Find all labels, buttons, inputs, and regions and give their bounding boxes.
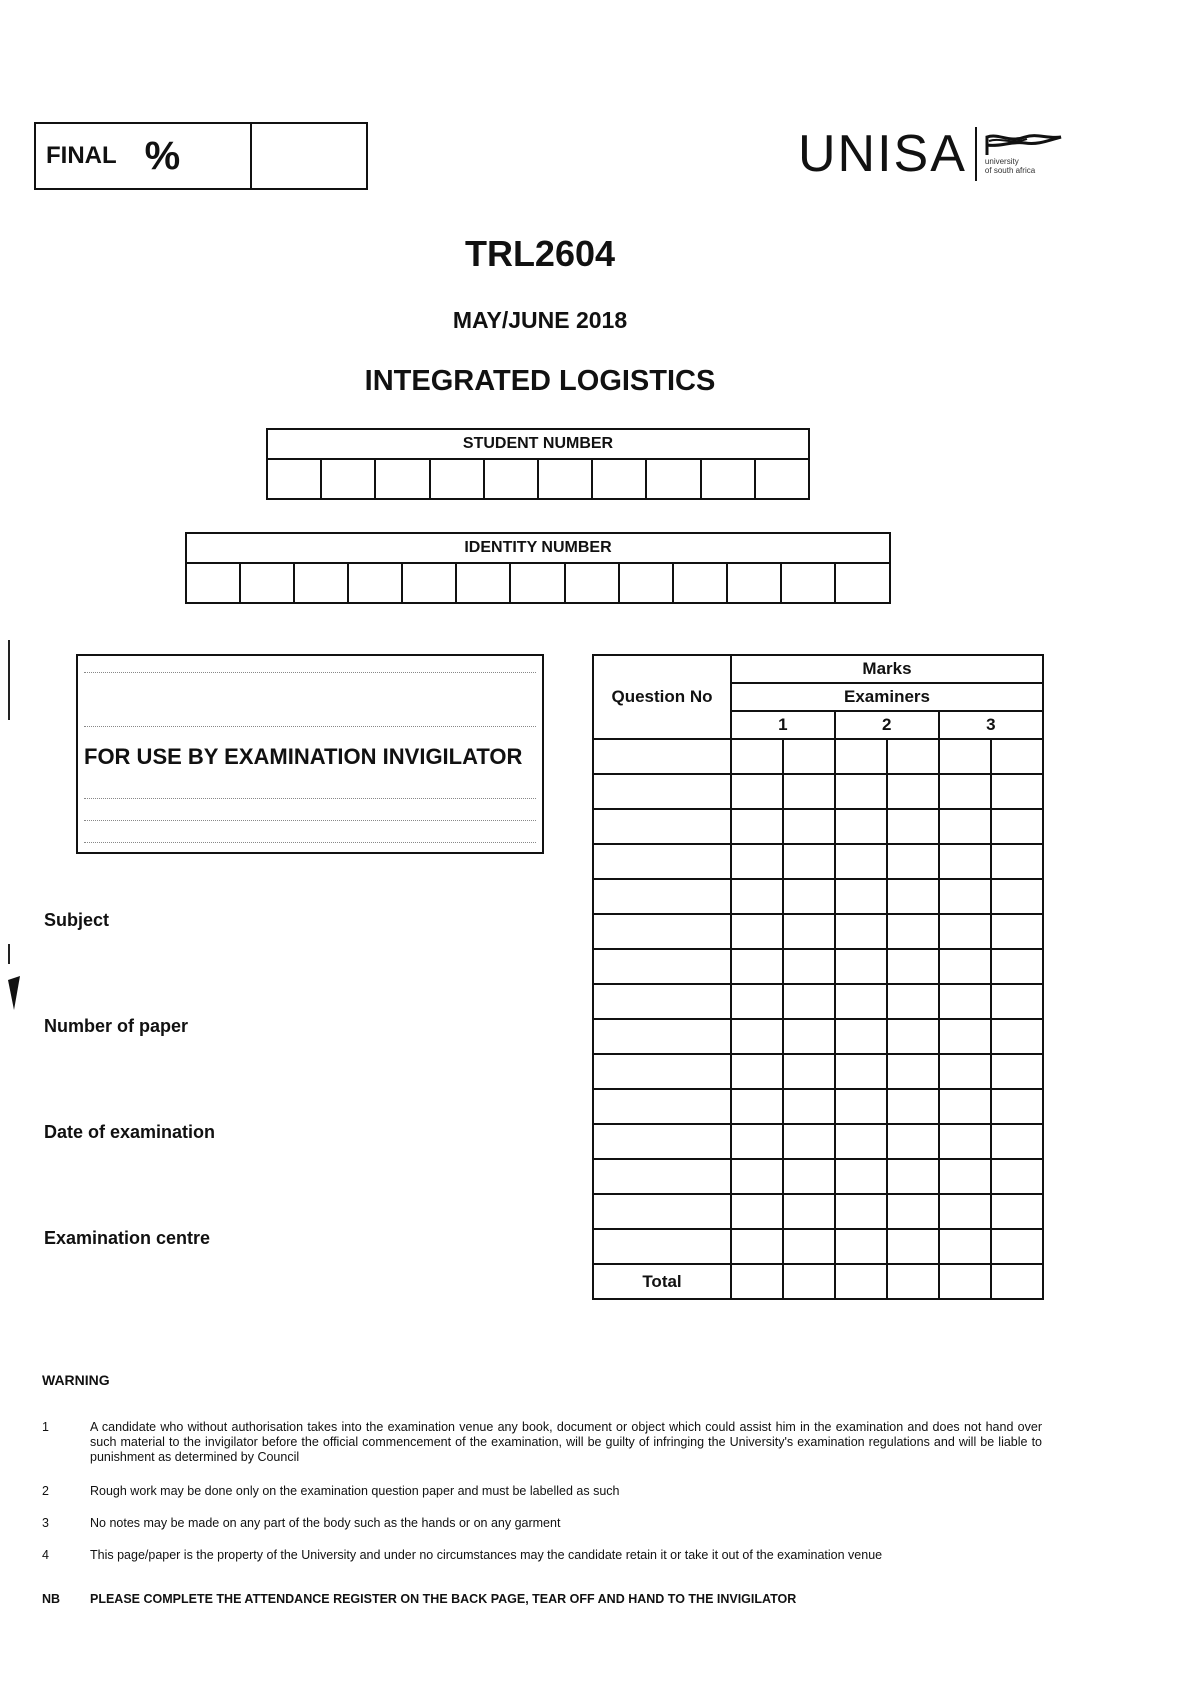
question-number-cell[interactable] (593, 739, 731, 774)
question-number-cell[interactable] (593, 1229, 731, 1264)
examiner-mark-cell[interactable] (939, 879, 991, 914)
examiner-mark-cell[interactable] (783, 879, 835, 914)
question-number-cell[interactable] (593, 809, 731, 844)
examiner-mark-cell[interactable] (887, 1159, 939, 1194)
course-code: TRL2604 (464, 233, 616, 274)
question-no-header: Question No (593, 655, 731, 739)
examiner-mark-cell[interactable] (731, 844, 783, 879)
identity-number-digit[interactable] (673, 563, 727, 603)
examiner-mark-cell[interactable] (991, 1019, 1043, 1054)
examiner-mark-cell[interactable] (783, 844, 835, 879)
examiner-mark-cell[interactable] (939, 1054, 991, 1089)
identity-number-digit[interactable] (510, 563, 564, 603)
question-number-cell[interactable] (593, 984, 731, 1019)
marks-row (593, 809, 1043, 844)
examiner-mark-cell[interactable] (887, 739, 939, 774)
identity-number-digit[interactable] (727, 563, 781, 603)
logo-wordmark: UNISA (798, 125, 967, 183)
examiner-mark-cell[interactable] (731, 1194, 783, 1229)
flag-emblem-icon (985, 133, 1063, 157)
examiner-mark-cell[interactable] (991, 1229, 1043, 1264)
scan-margin-mark (8, 944, 10, 964)
examiner-mark-cell[interactable] (991, 1124, 1043, 1159)
examiner-mark-cell[interactable] (731, 1124, 783, 1159)
question-number-cell[interactable] (593, 914, 731, 949)
identity-number-grid (185, 532, 891, 604)
examiner-mark-cell[interactable] (731, 739, 783, 774)
nb-text: PLEASE COMPLETE THE ATTENDANCE REGISTER ON THE BACK PAGE, TEAR OFF AND HAND TO THE INVIGILATOR (90, 1592, 797, 1606)
examiner-mark-cell[interactable] (783, 914, 835, 949)
final-label-cell (36, 124, 252, 188)
marks-row (593, 914, 1043, 949)
examiner-mark-cell[interactable] (887, 949, 939, 984)
examiner-mark-cell[interactable] (731, 1054, 783, 1089)
examiner-mark-cell[interactable] (835, 949, 887, 984)
examiner-mark-cell[interactable] (991, 949, 1043, 984)
question-number-cell[interactable] (593, 1159, 731, 1194)
scan-noise-line (84, 810, 536, 821)
examiner-mark-cell[interactable] (887, 1229, 939, 1264)
student-number-grid (266, 428, 810, 500)
warning-item-text: No notes may be made on any part of the body such as the hands or on any garment (90, 1516, 561, 1530)
final-mark-cell[interactable] (252, 124, 366, 188)
examiner-mark-cell[interactable] (887, 844, 939, 879)
examiner-mark-cell[interactable] (835, 1124, 887, 1159)
examiner-mark-cell[interactable] (731, 774, 783, 809)
scan-noise-line (84, 788, 536, 799)
examiner-mark-cell[interactable] (991, 1089, 1043, 1124)
marks-row (593, 774, 1043, 809)
examiner-mark-cell[interactable] (991, 1159, 1043, 1194)
examiner-mark-cell[interactable] (991, 809, 1043, 844)
identity-number-digit[interactable] (619, 563, 673, 603)
examiner-mark-cell[interactable] (835, 809, 887, 844)
marks-row (593, 1194, 1043, 1229)
examiner-mark-cell[interactable] (991, 984, 1043, 1019)
identity-number-digit[interactable] (240, 563, 294, 603)
marks-row (593, 1054, 1043, 1089)
student-number-digit[interactable] (375, 459, 429, 499)
examiner-mark-cell[interactable] (731, 1089, 783, 1124)
examiner-mark-cell[interactable] (731, 809, 783, 844)
student-number-digit[interactable] (755, 459, 809, 499)
examiner-mark-cell[interactable] (835, 1159, 887, 1194)
warning-item-number: 2 (42, 1484, 49, 1498)
examiner-mark-cell[interactable] (887, 1054, 939, 1089)
examiner-mark-cell[interactable] (783, 1089, 835, 1124)
examiner-mark-cell[interactable] (939, 1019, 991, 1054)
examiner-mark-cell[interactable] (783, 949, 835, 984)
question-number-cell[interactable] (593, 949, 731, 984)
student-number-digit[interactable] (321, 459, 375, 499)
question-number-cell[interactable] (593, 844, 731, 879)
examiner-mark-cell[interactable] (783, 1229, 835, 1264)
examiner-mark-cell[interactable] (991, 739, 1043, 774)
examiner-mark-cell[interactable] (939, 949, 991, 984)
student-number-digit[interactable] (538, 459, 592, 499)
marks-row (593, 984, 1043, 1019)
identity-number-label: IDENTITY NUMBER (186, 533, 890, 563)
examiner-mark-cell[interactable] (939, 774, 991, 809)
examiner-mark-cell[interactable] (939, 809, 991, 844)
exam-session: MAY/JUNE 2018 (452, 307, 628, 333)
examiner-mark-cell[interactable] (887, 809, 939, 844)
total-mark-cell[interactable] (991, 1264, 1043, 1299)
identity-number-digit[interactable] (402, 563, 456, 603)
examiner-mark-cell[interactable] (835, 774, 887, 809)
total-mark-cell[interactable] (835, 1264, 887, 1299)
examiner-mark-cell[interactable] (783, 984, 835, 1019)
marks-body (593, 739, 1043, 1264)
examiner-3-header: 3 (939, 711, 1043, 739)
invigilator-box[interactable] (76, 654, 544, 854)
question-number-cell[interactable] (593, 1089, 731, 1124)
examiner-mark-cell[interactable] (887, 1194, 939, 1229)
marks-header: Marks (731, 655, 1043, 683)
examiner-mark-cell[interactable] (991, 844, 1043, 879)
warning-item (42, 1548, 1042, 1563)
examiner-mark-cell[interactable] (835, 1089, 887, 1124)
invigilator-label: FOR USE BY EXAMINATION INVIGILATOR (84, 744, 523, 769)
marks-row (593, 1019, 1043, 1054)
examiner-mark-cell[interactable] (939, 1229, 991, 1264)
examiner-mark-cell[interactable] (835, 1054, 887, 1089)
examiner-mark-cell[interactable] (887, 1089, 939, 1124)
examiner-2-header: 2 (835, 711, 939, 739)
student-number-digit[interactable] (430, 459, 484, 499)
identity-number-digit[interactable] (781, 563, 835, 603)
examiner-mark-cell[interactable] (835, 739, 887, 774)
examiner-mark-cell[interactable] (835, 1229, 887, 1264)
marks-row (593, 739, 1043, 774)
examiner-mark-cell[interactable] (783, 809, 835, 844)
examiner-mark-cell[interactable] (939, 984, 991, 1019)
warning-item (42, 1420, 1042, 1465)
examiner-mark-cell[interactable] (731, 984, 783, 1019)
identity-number-digit[interactable] (294, 563, 348, 603)
examiner-mark-cell[interactable] (783, 774, 835, 809)
examiner-mark-cell[interactable] (835, 844, 887, 879)
examiner-mark-cell[interactable] (835, 879, 887, 914)
marks-row (593, 844, 1043, 879)
question-number-cell[interactable] (593, 879, 731, 914)
examiner-mark-cell[interactable] (887, 914, 939, 949)
examiner-1-header: 1 (731, 711, 835, 739)
examiner-mark-cell[interactable] (991, 1054, 1043, 1089)
question-number-cell[interactable] (593, 1054, 731, 1089)
examiner-mark-cell[interactable] (783, 1124, 835, 1159)
examiner-mark-cell[interactable] (835, 984, 887, 1019)
marks-table (592, 654, 1044, 1300)
final-label: FINAL (46, 142, 117, 169)
examiner-mark-cell[interactable] (731, 1159, 783, 1194)
scan-noise-line (84, 832, 536, 843)
student-number-digit[interactable] (267, 459, 321, 499)
warning-item-text: A candidate who without authorisation takes into the examination venue any book, document or object which could assist him in the examination and does not hand over such material to the invigilator before the official commencement of the examination, will be guilty of infringing the University's examination regulations and will be liable to punishment as determined by Council (90, 1420, 1042, 1464)
examiner-mark-cell[interactable] (783, 1159, 835, 1194)
marks-row (593, 1089, 1043, 1124)
examiner-mark-cell[interactable] (783, 739, 835, 774)
examiner-mark-cell[interactable] (939, 1124, 991, 1159)
student-number-digit[interactable] (701, 459, 755, 499)
total-mark-cell[interactable] (939, 1264, 991, 1299)
warning-item-number: 1 (42, 1420, 49, 1434)
identity-number-digit[interactable] (186, 563, 240, 603)
examiner-mark-cell[interactable] (939, 914, 991, 949)
marks-row (593, 1229, 1043, 1264)
examiner-mark-cell[interactable] (991, 1194, 1043, 1229)
scan-noise-line (84, 716, 536, 727)
examiner-mark-cell[interactable] (991, 914, 1043, 949)
marks-row (593, 949, 1043, 984)
percent-sign: % (144, 133, 181, 178)
examiner-mark-cell[interactable] (887, 1124, 939, 1159)
identity-number-digit[interactable] (456, 563, 510, 603)
examiner-mark-cell[interactable] (731, 879, 783, 914)
examination-centre-label: Examination centre (44, 1228, 211, 1248)
examiner-mark-cell[interactable] (731, 914, 783, 949)
scan-margin-mark (6, 976, 22, 1010)
examiners-header: Examiners (731, 683, 1043, 711)
scan-noise-line (84, 662, 536, 673)
examiner-mark-cell[interactable] (783, 1194, 835, 1229)
subject-label: Subject (44, 910, 110, 930)
examiner-mark-cell[interactable] (887, 1019, 939, 1054)
identity-number-digit[interactable] (565, 563, 619, 603)
total-mark-cell[interactable] (783, 1264, 835, 1299)
warning-item-text: This page/paper is the property of the University and under no circumstances may the candidate retain it or take it out of the examination venue (90, 1548, 883, 1562)
total-label: Total (593, 1264, 731, 1299)
examiner-mark-cell[interactable] (991, 879, 1043, 914)
date-of-examination-label: Date of examination (44, 1122, 216, 1142)
course-name: INTEGRATED LOGISTICS (364, 365, 716, 397)
examiner-mark-cell[interactable] (835, 1019, 887, 1054)
student-number-digit[interactable] (484, 459, 538, 499)
question-number-cell[interactable] (593, 774, 731, 809)
student-number-label: STUDENT NUMBER (267, 429, 809, 459)
warning-nb (42, 1592, 1042, 1607)
total-mark-cell[interactable] (887, 1264, 939, 1299)
examiner-mark-cell[interactable] (887, 774, 939, 809)
identity-number-digit[interactable] (835, 563, 890, 603)
question-number-cell[interactable] (593, 1019, 731, 1054)
examiner-mark-cell[interactable] (731, 1019, 783, 1054)
examiner-mark-cell[interactable] (887, 984, 939, 1019)
logo-tagline-1: university (984, 157, 1019, 166)
marks-row (593, 1159, 1043, 1194)
examiner-mark-cell[interactable] (939, 844, 991, 879)
examiner-mark-cell[interactable] (939, 1159, 991, 1194)
warning-item-number: 4 (42, 1548, 49, 1562)
question-number-cell[interactable] (593, 1194, 731, 1229)
warning-item (42, 1484, 1042, 1499)
unisa-logo (798, 124, 1063, 184)
examiner-mark-cell[interactable] (731, 949, 783, 984)
final-percent-box (34, 122, 368, 190)
examiner-mark-cell[interactable] (939, 1089, 991, 1124)
question-number-cell[interactable] (593, 1124, 731, 1159)
total-mark-cell[interactable] (731, 1264, 783, 1299)
marks-row (593, 1124, 1043, 1159)
logo-tagline-2: of south africa (984, 166, 1036, 175)
logo-divider (975, 127, 977, 181)
examiner-mark-cell[interactable] (939, 739, 991, 774)
examiner-mark-cell[interactable] (887, 879, 939, 914)
examiner-mark-cell[interactable] (835, 914, 887, 949)
examiner-mark-cell[interactable] (991, 774, 1043, 809)
scan-margin-mark (8, 640, 10, 720)
examiner-mark-cell[interactable] (835, 1194, 887, 1229)
warning-item (42, 1516, 1042, 1531)
marks-row (593, 879, 1043, 914)
warning-title: WARNING (42, 1372, 110, 1388)
student-number-digit[interactable] (646, 459, 700, 499)
warning-item-number: 3 (42, 1516, 49, 1530)
examiner-mark-cell[interactable] (939, 1194, 991, 1229)
examiner-mark-cell[interactable] (783, 1019, 835, 1054)
identity-number-digit[interactable] (348, 563, 402, 603)
examiner-mark-cell[interactable] (731, 1229, 783, 1264)
student-number-digit[interactable] (592, 459, 646, 499)
logo-emblem-block (985, 133, 1063, 175)
examiner-mark-cell[interactable] (783, 1054, 835, 1089)
number-of-paper-label: Number of paper (44, 1016, 189, 1036)
nb-label: NB (42, 1592, 61, 1606)
warning-item-text: Rough work may be done only on the examination question paper and must be labelled as such (90, 1484, 620, 1498)
